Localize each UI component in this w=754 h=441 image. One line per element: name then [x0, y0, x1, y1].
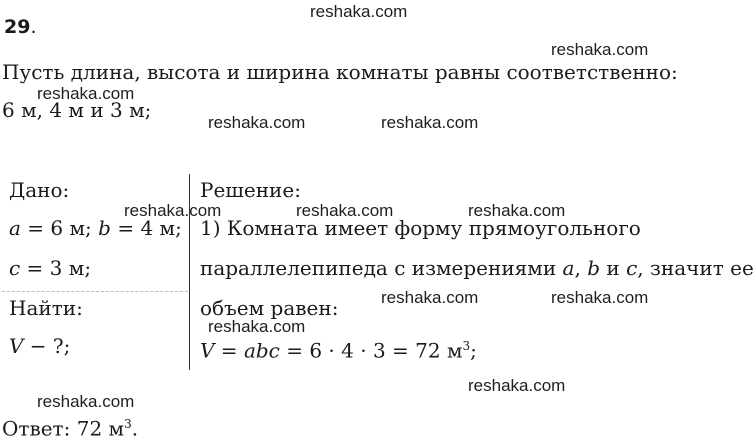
solution-line-2: параллелепипеда с измерениями a, b и c, значит ее: [200, 256, 754, 280]
given-a-b: a = 6 м; b = 4 м;: [9, 216, 182, 240]
solution-formula: V = abc = 6 · 4 · 3 = 72 $м^3$;: [200, 338, 477, 363]
intro-line-2: 6 м, 4 м и 3 м;: [2, 98, 152, 122]
problem-number: 29.: [4, 16, 37, 38]
watermark: reshaka.com: [208, 317, 306, 336]
watermark: reshaka.com: [551, 40, 649, 59]
find-heading: Найти:: [9, 296, 83, 320]
watermark: reshaka.com: [310, 2, 408, 21]
solution-line-1: 1) Комната имеет форму прямоугольного: [200, 216, 641, 240]
solution-heading: Решение:: [200, 178, 301, 202]
solution-line-3: объем равен:: [200, 296, 339, 320]
watermark: reshaka.com: [381, 288, 479, 307]
watermark: reshaka.com: [381, 113, 479, 132]
given-c: c = 3 м;: [9, 256, 92, 280]
answer: Ответ: 72 $м^3$.: [2, 416, 139, 441]
given-divider: [2, 291, 188, 292]
find-value: V − ?;: [9, 334, 71, 358]
given-heading: Дано:: [9, 178, 70, 202]
watermark: reshaka.com: [208, 113, 306, 132]
watermark: reshaka.com: [124, 201, 222, 220]
intro-line-1: Пусть длина, высота и ширина комнаты равны соответственно:: [2, 60, 678, 84]
watermark: reshaka.com: [37, 392, 135, 411]
watermark: reshaka.com: [37, 84, 135, 103]
watermark: reshaka.com: [468, 376, 566, 395]
watermark: reshaka.com: [551, 288, 649, 307]
watermark: reshaka.com: [296, 201, 394, 220]
watermark: reshaka.com: [468, 201, 566, 220]
